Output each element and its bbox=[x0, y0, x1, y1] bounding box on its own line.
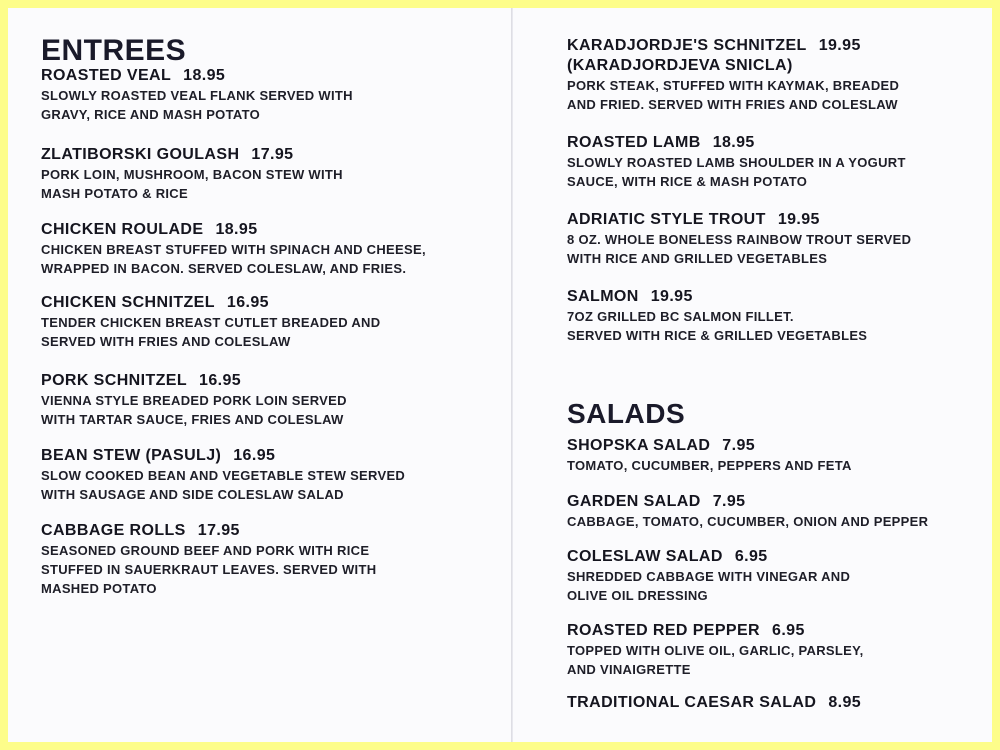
item-desc: PORK LOIN, MUSHROOM, BACON STEW WITH bbox=[41, 167, 343, 182]
item-price: 19.95 bbox=[777, 211, 820, 228]
item-name: ADRIATIC STYLE TROUT bbox=[567, 211, 766, 228]
item-desc: MASH POTATO & RICE bbox=[41, 186, 188, 201]
item-name: CHICKEN ROULADE bbox=[41, 221, 204, 238]
item-desc: GRAVY, RICE AND MASH POTATO bbox=[41, 107, 261, 122]
item-price: 16.95 bbox=[199, 372, 242, 389]
item-price: 19.95 bbox=[650, 288, 693, 305]
item-price: 18.95 bbox=[215, 221, 258, 238]
menu-item bbox=[567, 287, 867, 345]
item-desc: WITH TARTAR SAUCE, FRIES AND COLESLAW bbox=[41, 412, 344, 427]
item-desc: WRAPPED IN BACON. SERVED COLESLAW, AND FRIES. bbox=[41, 261, 407, 276]
item-desc: SLOWLY ROASTED LAMB SHOULDER IN A YOGURT bbox=[567, 155, 906, 170]
salads-heading: SALADS bbox=[567, 398, 686, 429]
menu-item bbox=[567, 436, 852, 475]
item-desc: WITH SAUSAGE AND SIDE COLESLAW SALAD bbox=[41, 487, 344, 502]
item-name: CHICKEN SCHNITZEL bbox=[41, 294, 215, 311]
menu-item bbox=[41, 145, 343, 203]
item-name: GARDEN SALAD bbox=[567, 493, 701, 510]
item-desc: TOPPED WITH OLIVE OIL, GARLIC, PARSLEY, bbox=[567, 643, 864, 658]
menu-item bbox=[41, 220, 426, 278]
item-price: 7.95 bbox=[722, 437, 756, 454]
menu-item bbox=[567, 693, 861, 713]
item-price: 16.95 bbox=[226, 294, 269, 311]
item-price: 17.95 bbox=[251, 146, 294, 163]
item-desc: 8 OZ. WHOLE BONELESS RAINBOW TROUT SERVED bbox=[567, 232, 912, 247]
item-desc: SERVED WITH FRIES AND COLESLAW bbox=[41, 334, 291, 349]
item-price: 16.95 bbox=[233, 447, 276, 464]
item-desc: SLOWLY ROASTED VEAL FLANK SERVED WITH bbox=[41, 88, 353, 103]
item-price: 19.95 bbox=[818, 37, 861, 54]
item-price: 7.95 bbox=[712, 493, 746, 510]
item-desc: WITH RICE AND GRILLED VEGETABLES bbox=[567, 251, 828, 266]
item-desc: SAUCE, WITH RICE & MASH POTATO bbox=[567, 174, 808, 189]
item-desc: CABBAGE, TOMATO, CUCUMBER, ONION AND PEPPER bbox=[567, 514, 929, 529]
item-name: BEAN STEW (PASULJ) bbox=[41, 447, 222, 464]
menu-item bbox=[41, 521, 376, 598]
menu-item bbox=[567, 210, 911, 268]
item-desc: VIENNA STYLE BREADED PORK LOIN SERVED bbox=[41, 393, 347, 408]
menu-item bbox=[41, 66, 353, 124]
item-subname: (KARADJORDJEVA SNICLA) bbox=[567, 57, 793, 74]
item-desc: CHICKEN BREAST STUFFED WITH SPINACH AND CHEESE, bbox=[41, 242, 426, 257]
item-name: ZLATIBORSKI GOULASH bbox=[41, 146, 240, 163]
item-name: SALMON bbox=[567, 288, 639, 305]
menu-page-right bbox=[513, 8, 992, 742]
item-desc: PORK STEAK, STUFFED WITH KAYMAK, BREADED bbox=[567, 78, 900, 93]
item-price: 17.95 bbox=[197, 522, 240, 539]
item-name: KARADJORDJE'S SCHNITZEL bbox=[567, 37, 807, 54]
item-name: ROASTED LAMB bbox=[567, 134, 701, 151]
menu-item bbox=[41, 293, 380, 351]
item-price: 18.95 bbox=[183, 67, 226, 84]
item-desc: AND VINAIGRETTE bbox=[567, 662, 691, 677]
item-desc: SHREDDED CABBAGE WITH VINEGAR AND bbox=[567, 569, 851, 584]
item-name: CABBAGE ROLLS bbox=[41, 522, 186, 539]
menu-item bbox=[567, 492, 928, 531]
item-name: TRADITIONAL CAESAR SALAD bbox=[567, 694, 817, 711]
item-desc: 7OZ GRILLED BC SALMON FILLET. bbox=[567, 309, 794, 324]
item-price: 18.95 bbox=[712, 134, 755, 151]
item-price: 6.95 bbox=[772, 622, 805, 639]
menu-item bbox=[41, 446, 405, 504]
menu-item bbox=[567, 36, 899, 114]
menu-page-left bbox=[8, 8, 511, 742]
entrees-heading: ENTREES bbox=[41, 34, 187, 67]
item-name: PORK SCHNITZEL bbox=[41, 372, 188, 389]
item-price: 8.95 bbox=[828, 694, 862, 711]
menu-item bbox=[41, 371, 347, 429]
item-price: 6.95 bbox=[734, 548, 768, 565]
item-desc: AND FRIED. SERVED WITH FRIES AND COLESLAW bbox=[567, 97, 898, 112]
menu-item bbox=[567, 621, 864, 679]
item-name: ROASTED RED PEPPER bbox=[567, 622, 761, 639]
menu-item bbox=[567, 133, 906, 191]
item-desc: TENDER CHICKEN BREAST CUTLET BREADED AND bbox=[41, 315, 381, 330]
item-name: COLESLAW SALAD bbox=[567, 548, 723, 565]
item-desc: OLIVE OIL DRESSING bbox=[567, 588, 708, 603]
item-desc: SLOW COOKED BEAN AND VEGETABLE STEW SERVED bbox=[41, 468, 406, 483]
menu-item bbox=[567, 547, 850, 605]
item-desc: STUFFED IN SAUERKRAUT LEAVES. SERVED WITH bbox=[41, 562, 377, 577]
item-desc: MASHED POTATO bbox=[41, 581, 157, 596]
item-desc: SERVED WITH RICE & GRILLED VEGETABLES bbox=[567, 328, 868, 343]
item-desc: TOMATO, CUCUMBER, PEPPERS AND FETA bbox=[567, 458, 852, 473]
item-name: ROASTED VEAL bbox=[41, 67, 172, 84]
menu-frame bbox=[8, 8, 992, 742]
item-name: SHOPSKA SALAD bbox=[567, 437, 711, 454]
item-desc: SEASONED GROUND BEEF AND PORK WITH RICE bbox=[41, 543, 370, 558]
